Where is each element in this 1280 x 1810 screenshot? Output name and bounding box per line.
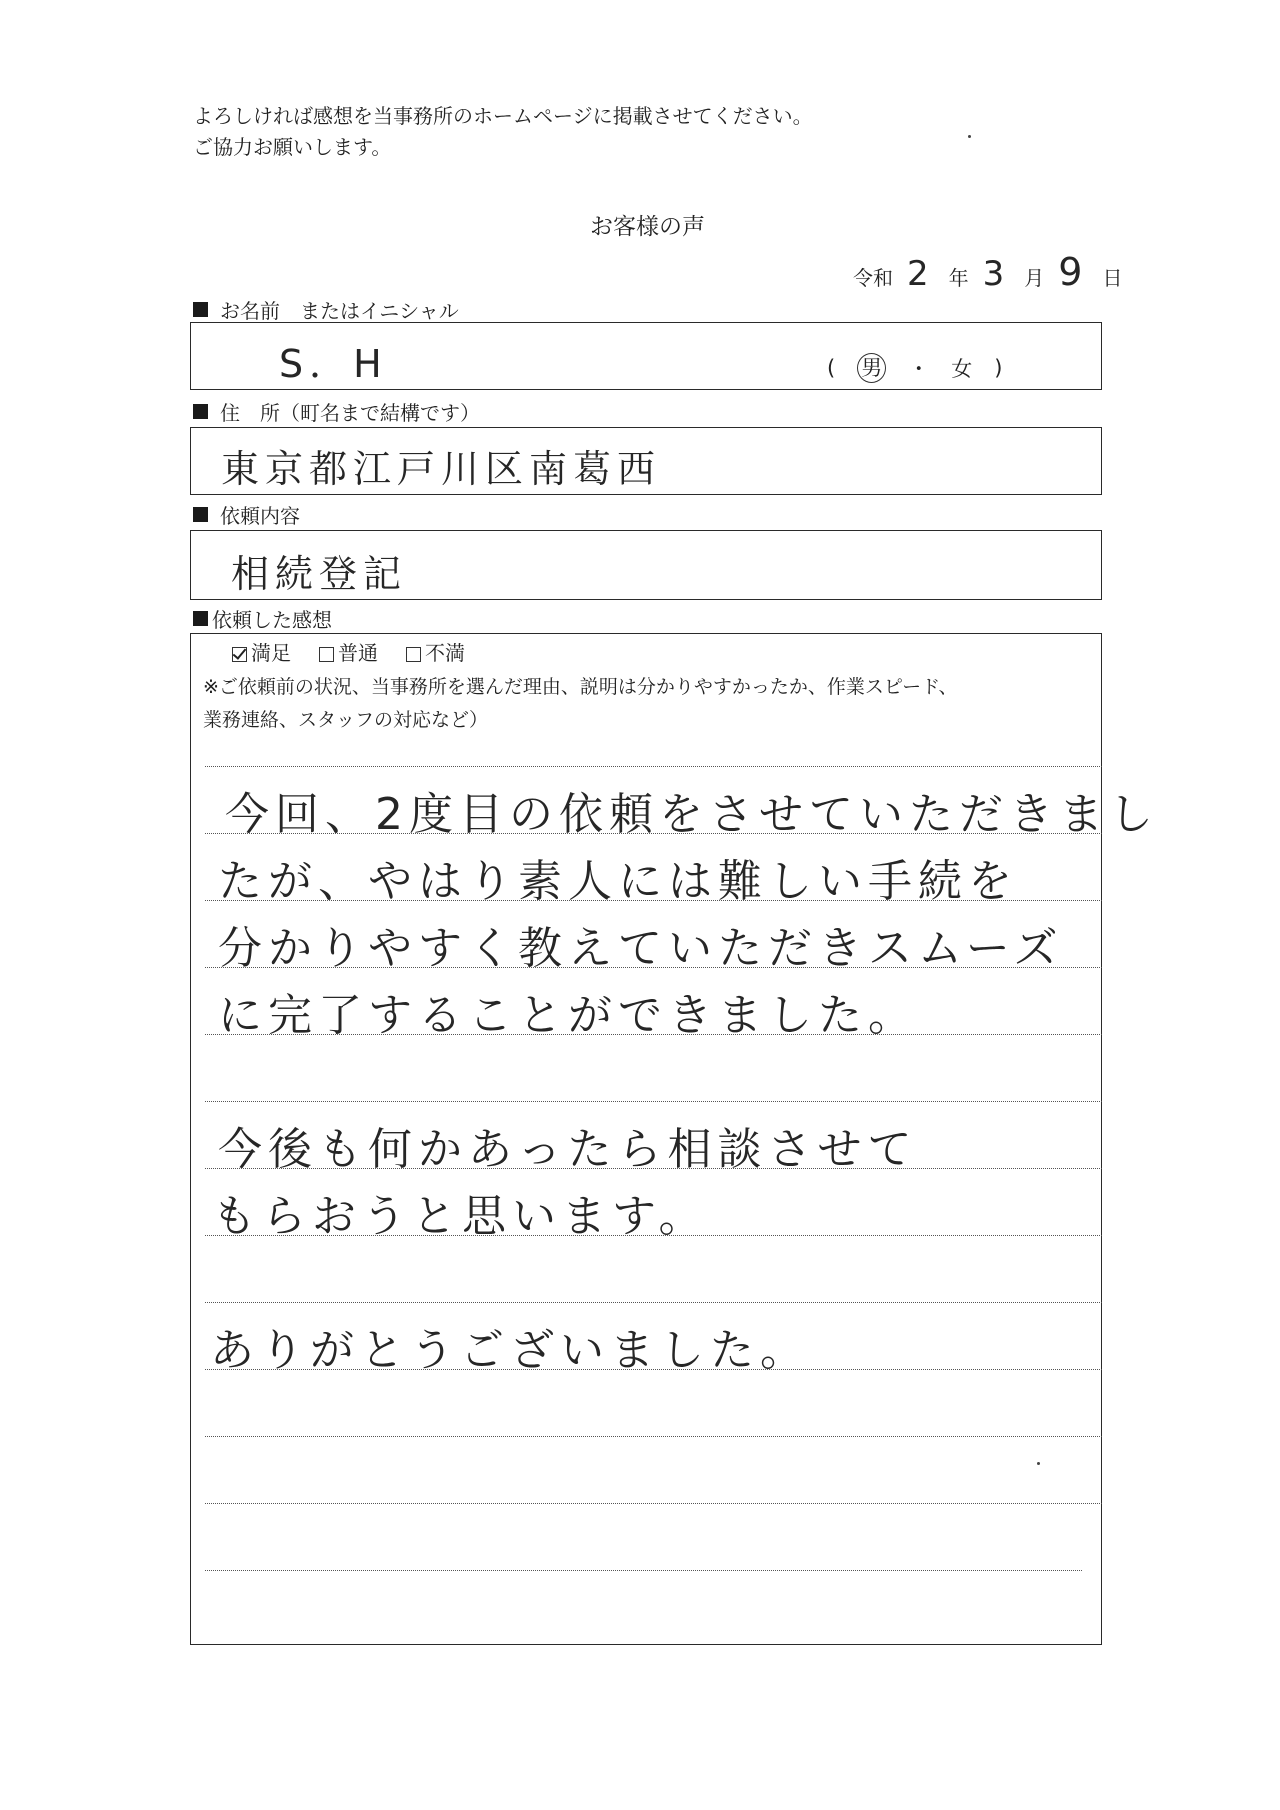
name-label-text: お名前 またはイニシャル xyxy=(220,299,459,323)
writing-rule xyxy=(205,1570,1082,1571)
gender-paren-open: ( xyxy=(827,356,836,380)
feedback-hint-line1: ※ご依頼前の状況、当事務所を選んだ理由、説明は分かりやすかったか、作業スピード、 xyxy=(203,676,958,698)
bullet-square-icon xyxy=(193,302,208,317)
feedback-label-text: 依頼した感想 xyxy=(212,608,332,632)
option-satisfied xyxy=(232,637,291,666)
writing-rule xyxy=(205,1101,1102,1102)
gender-separator: ・ xyxy=(908,357,930,381)
option-label: 普通 xyxy=(338,641,378,665)
name-value: S．H xyxy=(279,342,388,386)
day-unit: 日 xyxy=(1102,266,1123,290)
thanks-text: ご協力お願いします。 xyxy=(193,135,392,159)
gender-female: 女 xyxy=(951,357,973,381)
name-box xyxy=(190,322,1102,390)
writing-rule xyxy=(205,1302,1102,1303)
feedback-hint-line2: 業務連絡、スタッフの対応など） xyxy=(203,709,489,731)
address-box xyxy=(190,427,1102,495)
bullet-square-icon xyxy=(193,611,208,626)
address-value: 東京都江戸川区南葛西 xyxy=(221,447,662,491)
checkbox-icon xyxy=(319,647,334,662)
year-unit: 年 xyxy=(948,266,969,290)
date-year: 2 xyxy=(907,254,935,294)
scan-speck xyxy=(968,135,971,138)
option-label: 不満 xyxy=(425,641,465,665)
request-section-label xyxy=(193,500,300,529)
satisfaction-options xyxy=(232,637,465,666)
writing-rule xyxy=(205,1436,1102,1437)
feedback-line: たが、やはり素人には難しい手続を xyxy=(218,856,1018,907)
gender-choice xyxy=(827,353,1002,383)
request-label-text: 依頼内容 xyxy=(220,504,300,528)
option-dissatisfied xyxy=(406,637,465,666)
name-section-label xyxy=(193,295,459,324)
checkbox-checked-icon xyxy=(232,647,247,662)
address-section-label xyxy=(193,397,480,426)
feedback-line: に完了することができました。 xyxy=(218,990,918,1041)
feedback-section-label xyxy=(193,604,332,633)
form-title: お客様の声 xyxy=(590,214,705,240)
request-text: よろしければ感想を当事務所のホームページに掲載させてください。 xyxy=(193,104,813,128)
date-month: 3 xyxy=(982,254,1011,294)
writing-rule xyxy=(205,1503,1102,1504)
checkbox-icon xyxy=(406,647,421,662)
option-label: 満足 xyxy=(251,641,291,665)
scan-speck xyxy=(1037,1462,1040,1465)
gender-male-circled: 男 xyxy=(857,353,886,383)
bullet-square-icon xyxy=(193,404,208,419)
date-day: 9 xyxy=(1058,250,1089,294)
month-unit: 月 xyxy=(1024,266,1045,290)
feedback-line: 分かりやすく教えていただきスムーズ xyxy=(218,923,1064,974)
date-field xyxy=(853,250,1122,294)
writing-rule xyxy=(205,766,1102,767)
request-value: 相続登記 xyxy=(231,552,408,596)
feedback-line: もらおうと思います。 xyxy=(212,1191,709,1242)
option-normal xyxy=(319,637,378,666)
bullet-square-icon xyxy=(193,507,208,522)
feedback-line: 今回、2度目の依頼をさせていただきまし xyxy=(225,789,1159,840)
request-box xyxy=(190,530,1102,600)
feedback-line: ありがとうございました。 xyxy=(210,1325,810,1376)
feedback-line: 今後も何かあったら相談させて xyxy=(218,1124,918,1175)
gender-paren-close: ) xyxy=(994,356,1003,380)
address-label-text: 住 所（町名まで結構です） xyxy=(220,401,480,425)
era-label: 令和 xyxy=(853,266,893,290)
